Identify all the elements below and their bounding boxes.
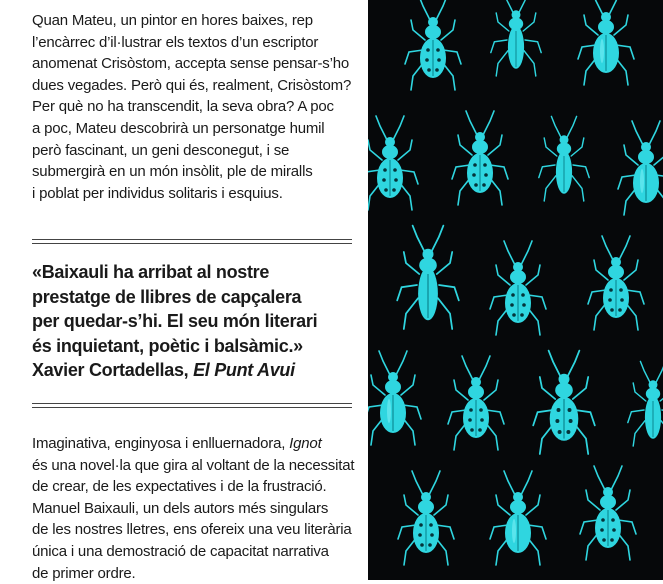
divider-top-1 bbox=[32, 239, 352, 240]
beetle-icon bbox=[628, 361, 663, 446]
closing-line: és una novel·la que gira al voltant de la necessitat bbox=[32, 456, 355, 474]
quote-line: «Baixauli ha arribat al nostre bbox=[32, 262, 270, 282]
intro-line: a poc, Mateu descobrirà un personatge humil bbox=[32, 119, 325, 137]
beetle-grid bbox=[368, 0, 663, 580]
closing-prefix: Imaginativa, enginyosa i enlluernadora, bbox=[32, 435, 286, 452]
intro-line: dues vegades. Però qui és, realment, Crisòstom? bbox=[32, 76, 352, 94]
beetle-icon bbox=[533, 351, 595, 454]
beetle-icon bbox=[452, 111, 508, 205]
closing-line: de primer ordre. bbox=[32, 564, 136, 582]
book-title: Ignot bbox=[289, 435, 322, 452]
beetle-icon bbox=[448, 356, 504, 450]
divider-top-2 bbox=[32, 243, 352, 244]
beetle-icon bbox=[405, 0, 461, 90]
beetle-icon bbox=[490, 471, 546, 565]
beetle-icon bbox=[490, 241, 546, 335]
divider-bottom-1 bbox=[32, 403, 352, 404]
press-quote bbox=[32, 260, 362, 383]
closing-paragraph bbox=[32, 433, 362, 584]
closing-line: Manuel Baixauli, un dels autors més singulars bbox=[32, 499, 329, 517]
intro-line: submergirà en un món insòlit, ple de miralls bbox=[32, 163, 313, 181]
beetle-icon bbox=[491, 0, 541, 76]
intro-line: l’encàrrec d’il·lustrar els textos d’un escriptor bbox=[32, 33, 319, 51]
quote-line: per quedar-s’hi. El seu món literari bbox=[32, 311, 318, 331]
beetle-icon bbox=[398, 471, 454, 565]
beetle-icon bbox=[397, 226, 459, 329]
intro-line: però fascinant, un geni desconegut, i se bbox=[32, 141, 290, 159]
quote-line: és inquietant, poètic i balsàmic.» bbox=[32, 335, 303, 356]
beetle-icon bbox=[618, 121, 663, 215]
intro-line: Quan Mateu, un pintor en hores baixes, rep bbox=[32, 12, 313, 29]
quote-author: Xavier Cortadellas, bbox=[32, 360, 189, 380]
quote-source: El Punt Avui bbox=[193, 360, 295, 380]
divider-bottom-2 bbox=[32, 407, 352, 408]
closing-line: de crear, de les expectatives i de la frustració. bbox=[32, 478, 327, 496]
beetle-icon bbox=[588, 236, 644, 330]
intro-line: i poblat per individus solitaris i esquius. bbox=[32, 184, 283, 202]
beetle-icon bbox=[539, 116, 589, 201]
intro-line: anomenat Crisòstom, accepta sense pensar-s’ho bbox=[32, 55, 350, 73]
beetle-icon bbox=[578, 0, 634, 85]
quote-line: prestatge de llibres de capçalera bbox=[32, 286, 302, 307]
beetle-illustration bbox=[368, 0, 663, 580]
intro-paragraph bbox=[32, 10, 362, 204]
beetle-icon bbox=[368, 116, 418, 210]
beetle-icon bbox=[368, 351, 421, 445]
intro-line: Per què no ha transcendit, la seva obra? A poc bbox=[32, 98, 334, 116]
closing-line: de les nostres lletres, ens ofereix una veu literària bbox=[32, 521, 352, 539]
beetle-icon bbox=[580, 466, 636, 560]
closing-line: única i una demostració de capacitat narrativa bbox=[32, 542, 329, 560]
